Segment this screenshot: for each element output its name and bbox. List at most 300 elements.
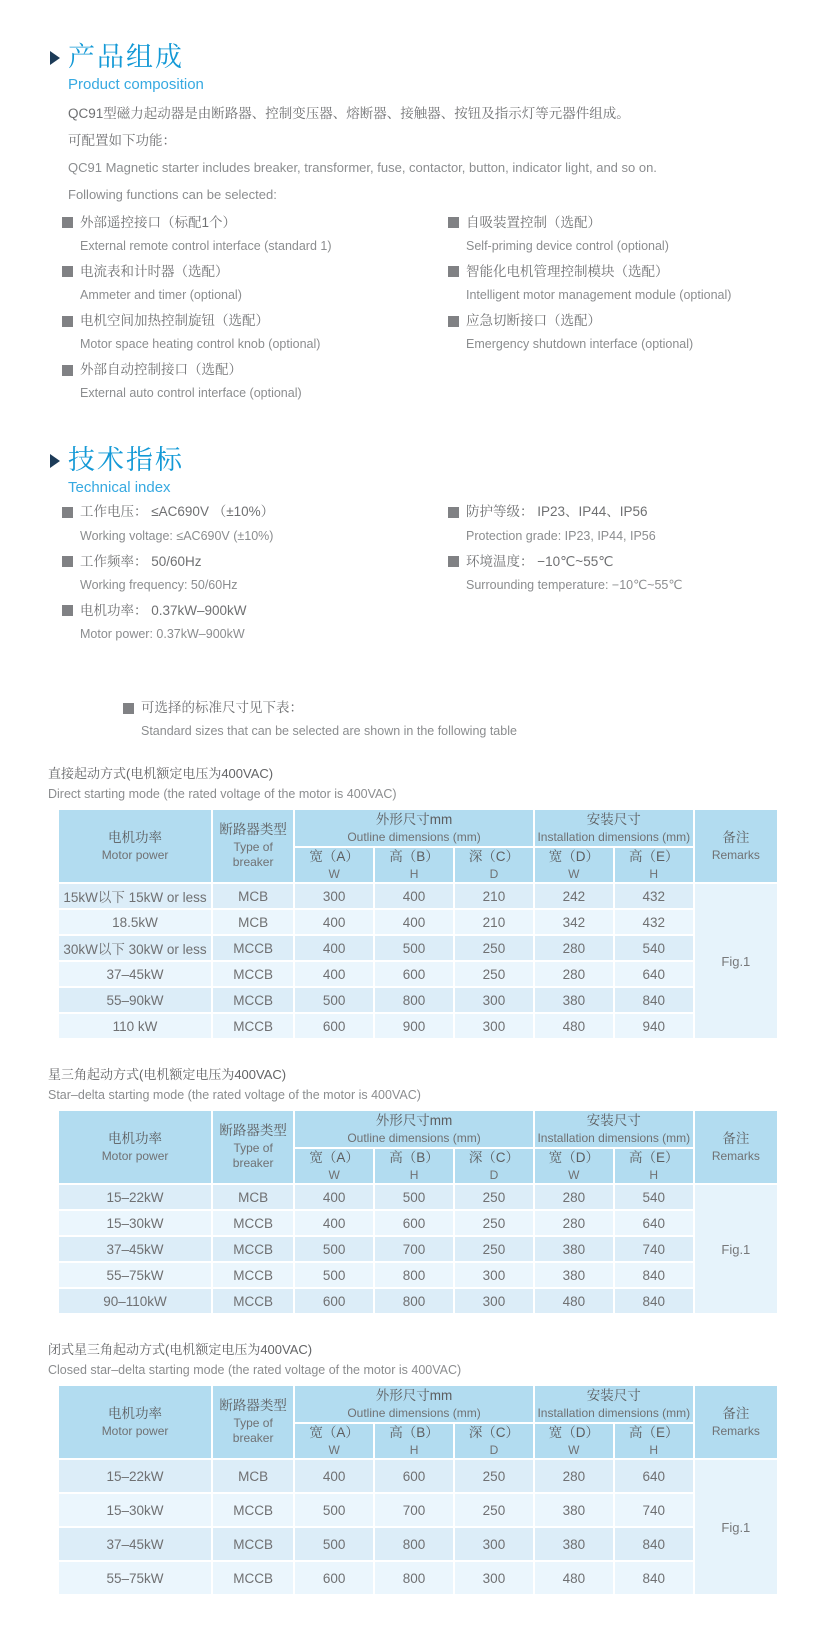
header-label-zh: 外形尺寸mm [375, 1387, 453, 1403]
header-label-zh: 备注 [722, 1405, 750, 1421]
table-cell: 242 [534, 883, 614, 909]
col-remarks [694, 809, 778, 883]
spec-label-zh: 工作电压： ≤AC690V （±10%） [80, 504, 275, 520]
col-remarks [694, 1385, 778, 1459]
table-cell: 37–45kW [58, 1236, 212, 1262]
table-cell: 400 [294, 935, 374, 961]
col-dimension [614, 847, 694, 883]
header-label-en: Installation dimensions (mm) [537, 829, 691, 844]
square-bullet-icon [123, 703, 134, 714]
feature-item [448, 264, 775, 303]
header-label-zh: 高（B） [389, 848, 439, 864]
table-cell: 15kW以下 15kW or less [58, 883, 212, 909]
group-installation-dimensions [534, 1385, 694, 1423]
table-cell: 432 [614, 909, 694, 935]
table-body [58, 1459, 778, 1595]
table-row [58, 1013, 778, 1039]
table-header [58, 1385, 778, 1459]
table-cell: 480 [534, 1561, 614, 1595]
table-cell: 15–30kW [58, 1493, 212, 1527]
square-bullet-icon [62, 217, 73, 228]
feature-item [62, 215, 448, 254]
header-label-zh: 断路器类型 [219, 1398, 287, 1414]
header-label-en: Motor power [101, 1423, 169, 1438]
table-cell: 840 [614, 1262, 694, 1288]
feature-item [62, 313, 448, 352]
col-motor-power [58, 809, 212, 883]
table-cell: 55–90kW [58, 987, 212, 1013]
table-body [58, 1184, 778, 1314]
table-cell: 640 [614, 1459, 694, 1493]
table-row [58, 961, 778, 987]
standard-sizes-note [123, 700, 775, 739]
header-label-en: W [328, 866, 340, 881]
table-cell: 300 [454, 1288, 534, 1314]
table-cell: 800 [374, 1262, 454, 1288]
note-label-zh: 可选择的标准尺寸见下表： [141, 700, 303, 716]
table-cell: MCCB [212, 961, 294, 987]
header-label-zh: 高（E） [628, 848, 679, 864]
header-label-zh: 断路器类型 [219, 822, 287, 838]
table-cell: 432 [614, 883, 694, 909]
feature-column-right [448, 215, 775, 412]
table-cell: 640 [614, 1210, 694, 1236]
table-cell: 900 [374, 1013, 454, 1039]
header-label-en: W [328, 1442, 340, 1457]
table-cell: 840 [614, 1288, 694, 1314]
col-remarks [694, 1110, 778, 1184]
header-label-zh: 高（B） [389, 1149, 439, 1165]
table-cell: 840 [614, 1561, 694, 1595]
spec-label-en: Motor power: 0.37kW–900kW [80, 627, 245, 642]
header-label-en: Outline dimensions (mm) [347, 1405, 481, 1420]
section-title-en: Technical index [68, 479, 171, 497]
header-label-en: D [489, 1167, 499, 1182]
table-row [58, 1288, 778, 1314]
header-label-en: Type of breaker [232, 840, 274, 870]
table-cell: 500 [294, 1236, 374, 1262]
header-label-zh: 深（C） [468, 848, 520, 864]
feature-label-en: Ammeter and timer (optional) [80, 288, 242, 303]
table-row [58, 1262, 778, 1288]
table-header [58, 809, 778, 883]
section-title-zh: 产品组成 [68, 42, 184, 72]
group-installation-dimensions [534, 1110, 694, 1148]
section-product-composition [48, 42, 775, 411]
col-dimension [534, 1148, 614, 1184]
table-cell: 400 [294, 1210, 374, 1236]
header-label-zh: 高（E） [628, 1424, 679, 1440]
spec-label-zh: 工作频率： 50/60Hz [80, 553, 202, 569]
feature-label-en: Self-priming device control (optional) [466, 238, 669, 253]
spec-label-zh: 防护等级： IP23、IP44、IP56 [466, 504, 648, 520]
table-cell: 600 [294, 1288, 374, 1314]
feature-item [448, 313, 775, 352]
header-label-zh: 深（C） [468, 1149, 520, 1165]
table-caption [48, 763, 775, 801]
feature-label-zh: 电流表和计时器（选配） [80, 263, 229, 279]
header-label-zh: 宽（D） [548, 848, 599, 864]
table-cell: MCCB [212, 1210, 294, 1236]
spec-item [448, 504, 775, 543]
table-cell: 600 [294, 1013, 374, 1039]
table-cell: 400 [294, 1459, 374, 1493]
table-cell: 500 [294, 1262, 374, 1288]
table-cell: 55–75kW [58, 1561, 212, 1595]
table-cell: 37–45kW [58, 1527, 212, 1561]
table-cell: 600 [294, 1561, 374, 1595]
header-label-en: Type of breaker [232, 1416, 274, 1446]
table-cell: MCCB [212, 1561, 294, 1595]
feature-item [448, 215, 775, 254]
table-cell: 280 [534, 1184, 614, 1210]
table-block-star-delta [48, 1064, 775, 1315]
header-label-en: W [568, 866, 580, 881]
table-cell: 540 [614, 935, 694, 961]
col-dimension [534, 847, 614, 883]
table-cell: 800 [374, 987, 454, 1013]
table-cell: 600 [374, 1459, 454, 1493]
header-label-zh: 安装尺寸 [586, 1112, 641, 1128]
table-cell: MCCB [212, 1288, 294, 1314]
table-block-closed-star-delta [48, 1339, 775, 1596]
table-caption-zh: 直接起动方式(电机额定电压为400VAC) [48, 766, 274, 782]
spec-list [62, 504, 775, 652]
spec-item [62, 504, 448, 543]
feature-label-zh: 自吸装置控制（选配） [466, 214, 601, 230]
spec-column-left [62, 504, 448, 652]
header-label-zh: 宽（A） [309, 848, 359, 864]
table-cell: 400 [374, 883, 454, 909]
table-cell: 540 [614, 1184, 694, 1210]
table-cell: 400 [294, 961, 374, 987]
table-row [58, 1459, 778, 1493]
header-label-en: W [568, 1442, 580, 1457]
table-cell: MCCB [212, 1236, 294, 1262]
table-cell: 250 [454, 1184, 534, 1210]
col-dimension [454, 1423, 534, 1459]
col-dimension [614, 1423, 694, 1459]
header-label-zh: 安装尺寸 [586, 811, 641, 827]
header-label-en: Remarks [711, 1148, 760, 1163]
table-cell: 480 [534, 1013, 614, 1039]
spec-label-en: Working voltage: ≤AC690V (±10%) [80, 528, 274, 543]
feature-list [62, 215, 775, 412]
table-cell: MCCB [212, 987, 294, 1013]
table-body [58, 883, 778, 1039]
feature-label-zh: 外部自动控制接口（选配） [80, 362, 242, 378]
table-cell: 15–30kW [58, 1210, 212, 1236]
table-cell: 250 [454, 1459, 534, 1493]
table-cell: 700 [374, 1493, 454, 1527]
spec-label-en: Protection grade: IP23, IP44, IP56 [466, 528, 656, 543]
dimensions-table-direct-starting [57, 808, 779, 1040]
table-cell: 250 [454, 961, 534, 987]
feature-label-zh: 智能化电机管理控制模块（选配） [466, 263, 669, 279]
header-label-zh: 安装尺寸 [586, 1387, 641, 1403]
table-cell: 380 [534, 1236, 614, 1262]
feature-label-en: Motor space heating control knob (optional) [80, 337, 321, 352]
table-cell: 400 [294, 1184, 374, 1210]
intro-paragraph: 可配置如下功能： [68, 133, 176, 149]
header-label-en: Outline dimensions (mm) [347, 1130, 481, 1145]
square-bullet-icon [62, 507, 73, 518]
section-title-zh: 技术指标 [68, 445, 184, 476]
table-cell: 740 [614, 1236, 694, 1262]
square-bullet-icon [62, 556, 73, 567]
header-label-en: D [489, 866, 499, 881]
section-header [50, 42, 775, 93]
header-label-en: Remarks [711, 1423, 760, 1438]
table-cell: 300 [454, 1262, 534, 1288]
col-dimension [374, 1148, 454, 1184]
group-outline-dimensions [294, 1110, 534, 1148]
col-dimension [294, 1423, 374, 1459]
spec-item [448, 554, 775, 593]
header-label-zh: 外形尺寸mm [375, 811, 453, 827]
header-label-en: H [409, 1442, 419, 1457]
table-cell: 30kW以下 30kW or less [58, 935, 212, 961]
table-cell: 840 [614, 1527, 694, 1561]
header-label-en: Remarks [711, 847, 760, 862]
note-label-en: Standard sizes that can be selected are shown in the following table [141, 724, 517, 739]
spec-item [62, 603, 448, 642]
header-label-en: H [409, 1167, 419, 1182]
table-row [58, 1210, 778, 1236]
table-cell: 280 [534, 1459, 614, 1493]
table-cell: 300 [454, 987, 534, 1013]
table-cell: 210 [454, 883, 534, 909]
table-block-direct-starting [48, 763, 775, 1040]
remark-cell: Fig.1 [694, 1184, 778, 1314]
table-caption-en: Direct starting mode (the rated voltage of the motor is 400VAC) [48, 787, 397, 802]
table-cell: 600 [374, 1210, 454, 1236]
remark-cell: Fig.1 [694, 883, 778, 1039]
table-cell: 480 [534, 1288, 614, 1314]
header-label-zh: 宽（A） [309, 1424, 359, 1440]
spec-label-en: Working frequency: 50/60Hz [80, 577, 238, 592]
feature-label-en: Intelligent motor management module (optional) [466, 288, 732, 303]
table-cell: MCCB [212, 1013, 294, 1039]
table-caption [48, 1339, 775, 1377]
group-installation-dimensions [534, 809, 694, 847]
col-breaker-type [212, 809, 294, 883]
table-cell: 15–22kW [58, 1184, 212, 1210]
section-titles [68, 445, 184, 496]
triangle-marker-icon [50, 454, 60, 468]
header-label-en: D [489, 1442, 499, 1457]
header-label-en: H [649, 1442, 659, 1457]
table-cell: 400 [374, 909, 454, 935]
table-cell: 740 [614, 1493, 694, 1527]
table-cell: 37–45kW [58, 961, 212, 987]
header-label-en: H [409, 866, 419, 881]
table-cell: 210 [454, 909, 534, 935]
group-outline-dimensions [294, 1385, 534, 1423]
header-label-en: Outline dimensions (mm) [347, 829, 481, 844]
table-cell: 300 [454, 1561, 534, 1595]
section-technical-index [48, 445, 775, 652]
header-label-en: W [568, 1167, 580, 1182]
table-cell: 600 [374, 961, 454, 987]
col-dimension [374, 847, 454, 883]
table-cell: 280 [534, 1210, 614, 1236]
col-dimension [294, 1148, 374, 1184]
col-dimension [534, 1423, 614, 1459]
table-cell: 55–75kW [58, 1262, 212, 1288]
square-bullet-icon [448, 217, 459, 228]
table-cell: 15–22kW [58, 1459, 212, 1493]
square-bullet-icon [62, 605, 73, 616]
table-cell: MCB [212, 1459, 294, 1493]
table-cell: 500 [374, 1184, 454, 1210]
table-cell: 250 [454, 1493, 534, 1527]
table-cell: MCCB [212, 935, 294, 961]
header-label-zh: 电机功率 [108, 1130, 163, 1146]
col-dimension [454, 847, 534, 883]
table-caption-en: Star–delta starting mode (the rated voltage of the motor is 400VAC) [48, 1088, 421, 1103]
header-label-zh: 外形尺寸mm [375, 1112, 453, 1128]
header-label-zh: 备注 [722, 1130, 750, 1146]
table-cell: 250 [454, 935, 534, 961]
spec-column-right [448, 504, 775, 652]
table-cell: 300 [454, 1013, 534, 1039]
feature-label-en: Emergency shutdown interface (optional) [466, 337, 694, 352]
table-cell: 280 [534, 935, 614, 961]
header-label-en: Motor power [101, 847, 169, 862]
header-label-zh: 高（E） [628, 1149, 679, 1165]
feature-label-en: External remote control interface (standard 1) [80, 238, 332, 253]
table-row [58, 1527, 778, 1561]
table-cell: 500 [374, 935, 454, 961]
header-label-zh: 断路器类型 [219, 1123, 287, 1139]
feature-label-en: External auto control interface (optional) [80, 386, 302, 401]
table-cell: 500 [294, 1527, 374, 1561]
table-cell: 300 [294, 883, 374, 909]
header-label-zh: 宽（D） [548, 1149, 599, 1165]
spec-item [62, 554, 448, 593]
table-cell: 840 [614, 987, 694, 1013]
table-caption-en: Closed star–delta starting mode (the rated voltage of the motor is 400VAC) [48, 1363, 462, 1378]
feature-item [62, 362, 448, 401]
table-row [58, 1493, 778, 1527]
intro-paragraph: Following functions can be selected: [68, 187, 277, 203]
feature-item [62, 264, 448, 303]
table-cell: 280 [534, 961, 614, 987]
header-label-en: Motor power [101, 1148, 169, 1163]
table-cell: 250 [454, 1236, 534, 1262]
col-dimension [454, 1148, 534, 1184]
header-label-en: Installation dimensions (mm) [537, 1130, 691, 1145]
table-cell: 700 [374, 1236, 454, 1262]
table-cell: 300 [454, 1527, 534, 1561]
table-cell: 800 [374, 1288, 454, 1314]
header-label-en: H [649, 866, 659, 881]
square-bullet-icon [448, 556, 459, 567]
col-breaker-type [212, 1110, 294, 1184]
col-dimension [374, 1423, 454, 1459]
table-cell: 400 [294, 909, 374, 935]
table-row [58, 909, 778, 935]
header-label-en: H [649, 1167, 659, 1182]
table-cell: 18.5kW [58, 909, 212, 935]
table-caption-zh: 星三角起动方式(电机额定电压为400VAC) [48, 1067, 287, 1083]
header-label-zh: 高（B） [389, 1424, 439, 1440]
table-cell: 90–110kW [58, 1288, 212, 1314]
header-label-en: W [328, 1167, 340, 1182]
table-cell: MCB [212, 1184, 294, 1210]
table-cell: 500 [294, 1493, 374, 1527]
feature-label-zh: 外部遥控接口（标配1个） [80, 214, 237, 230]
spec-label-zh: 环境温度： −10℃~55℃ [466, 553, 614, 569]
table-cell: 342 [534, 909, 614, 935]
table-cell: MCB [212, 909, 294, 935]
header-label-zh: 电机功率 [108, 1405, 163, 1421]
table-cell: 380 [534, 1493, 614, 1527]
table-row [58, 1236, 778, 1262]
square-bullet-icon [62, 266, 73, 277]
table-cell: 250 [454, 1210, 534, 1236]
header-label-zh: 电机功率 [108, 829, 163, 845]
header-label-en: Installation dimensions (mm) [537, 1405, 691, 1420]
table-cell: 110 kW [58, 1013, 212, 1039]
col-motor-power [58, 1110, 212, 1184]
section-titles [68, 42, 204, 93]
table-cell: 800 [374, 1561, 454, 1595]
square-bullet-icon [448, 507, 459, 518]
square-bullet-icon [62, 316, 73, 327]
table-cell: 640 [614, 961, 694, 987]
section-title-en: Product composition [68, 76, 204, 94]
table-cell: MCCB [212, 1493, 294, 1527]
square-bullet-icon [448, 266, 459, 277]
table-cell: 380 [534, 1262, 614, 1288]
table-cell: 940 [614, 1013, 694, 1039]
table-row [58, 935, 778, 961]
intro-paragraphs [68, 107, 775, 202]
table-row [58, 883, 778, 909]
spec-label-en: Surrounding temperature: −10℃~55℃ [466, 577, 683, 592]
header-label-zh: 深（C） [468, 1424, 520, 1440]
remark-cell: Fig.1 [694, 1459, 778, 1595]
col-dimension [294, 847, 374, 883]
group-outline-dimensions [294, 809, 534, 847]
col-motor-power [58, 1385, 212, 1459]
section-header [50, 445, 775, 496]
table-cell: 380 [534, 987, 614, 1013]
col-breaker-type [212, 1385, 294, 1459]
table-caption [48, 1064, 775, 1102]
table-cell: 800 [374, 1527, 454, 1561]
table-row [58, 1184, 778, 1210]
table-header [58, 1110, 778, 1184]
table-cell: MCCB [212, 1262, 294, 1288]
header-label-zh: 备注 [722, 829, 750, 845]
table-caption-zh: 闭式星三角起动方式(电机额定电压为400VAC) [48, 1342, 313, 1358]
table-cell: MCB [212, 883, 294, 909]
feature-label-zh: 电机空间加热控制旋钮（选配） [80, 313, 269, 329]
header-label-zh: 宽（D） [548, 1424, 599, 1440]
table-cell: MCCB [212, 1527, 294, 1561]
table-row [58, 987, 778, 1013]
intro-paragraph: QC91 Magnetic starter includes breaker, transformer, fuse, contactor, button, indicator light, and so on. [68, 160, 657, 176]
dimensions-table-closed-star-delta [57, 1384, 779, 1596]
table-row [58, 1561, 778, 1595]
square-bullet-icon [448, 316, 459, 327]
spec-label-zh: 电机功率： 0.37kW–900kW [80, 602, 247, 618]
col-dimension [614, 1148, 694, 1184]
feature-label-zh: 应急切断接口（选配） [466, 313, 601, 329]
